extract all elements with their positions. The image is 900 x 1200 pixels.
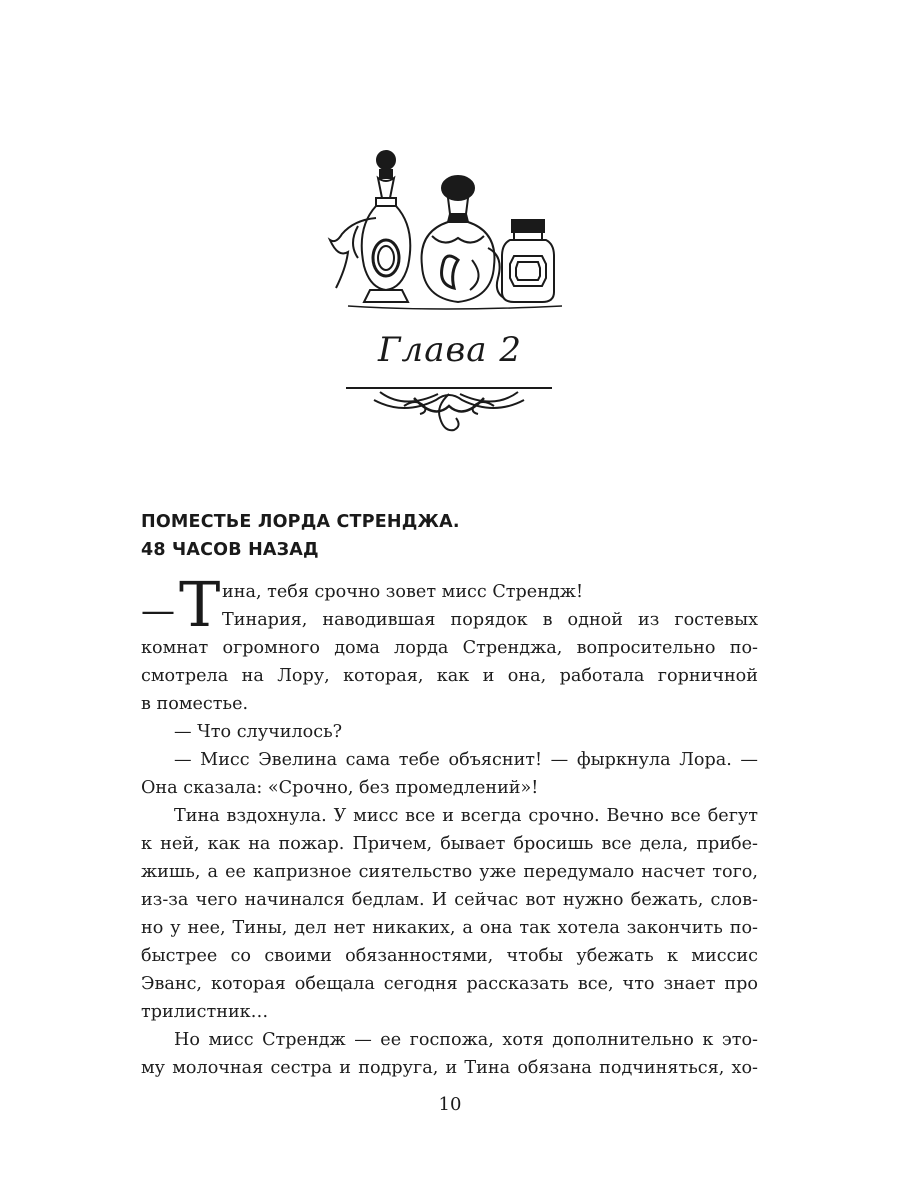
text-line: му молочная сестра и подруга, и Тина обязана подчиняться, хо-	[141, 1058, 758, 1078]
text-line: трилистник…	[141, 1002, 269, 1022]
drop-cap	[141, 568, 221, 642]
text-line: Тинария, наводившая порядок в одной из гостевых	[222, 610, 758, 630]
potion-bottles-illustration	[318, 148, 568, 310]
text-line: жишь, а ее капризное сиятельство уже передумало насчет того,	[141, 862, 758, 882]
middle-bottle-icon	[422, 176, 504, 302]
right-jar-icon	[502, 220, 554, 302]
page-number: 10	[438, 1094, 462, 1115]
drop-cap-letter: Т	[179, 568, 221, 641]
text-line: Она сказала: «Срочно, без промедлений»!	[141, 778, 539, 798]
drop-cap-dash: —	[141, 591, 175, 631]
section-heading-line1: ПОМЕСТЬЕ ЛОРДА СТРЕНДЖА.	[141, 512, 460, 532]
text-line: комнат огромного дома лорда Стренджа, вопросительно по-	[141, 638, 758, 658]
text-line: к ней, как на пожар. Причем, бывает бросишь все дела, прибе-	[141, 834, 758, 854]
chapter-title: Глава 2	[378, 330, 522, 370]
text-line: быстрее со своими обязанностями, чтобы убежать к миссис	[141, 946, 758, 966]
opening-lines	[222, 578, 758, 634]
text-line: ина, тебя срочно зовет мисс Стрендж!	[222, 582, 584, 602]
text-line: Эванс, которая обещала сегодня рассказать все, что знает про	[141, 974, 758, 994]
left-bottle-icon	[330, 151, 410, 302]
section-heading-line2: 48 ЧАСОВ НАЗАД	[141, 540, 319, 560]
text-line: смотрела на Лору, которая, как и она, работала горничной	[141, 666, 758, 686]
flourish-ornament	[344, 376, 554, 438]
text-line: Тина вздохнула. У мисс все и всегда срочно. Вечно все бегут	[174, 806, 758, 826]
text-line: — Что случилось?	[174, 722, 343, 742]
text-line: в поместье.	[141, 694, 249, 714]
text-line: — Мисс Эвелина сама тебе объяснит! — фыркнула Лора. —	[174, 750, 758, 770]
text-line: но у нее, Тины, дел нет никаких, а она так хотела закончить по-	[141, 918, 758, 938]
text-line: из-за чего начинался бедлам. И сейчас вот нужно бежать, слов-	[141, 890, 758, 910]
text-line: Но мисс Стрендж — ее госпожа, хотя дополнительно к это-	[174, 1030, 758, 1050]
body-text	[141, 634, 758, 1082]
